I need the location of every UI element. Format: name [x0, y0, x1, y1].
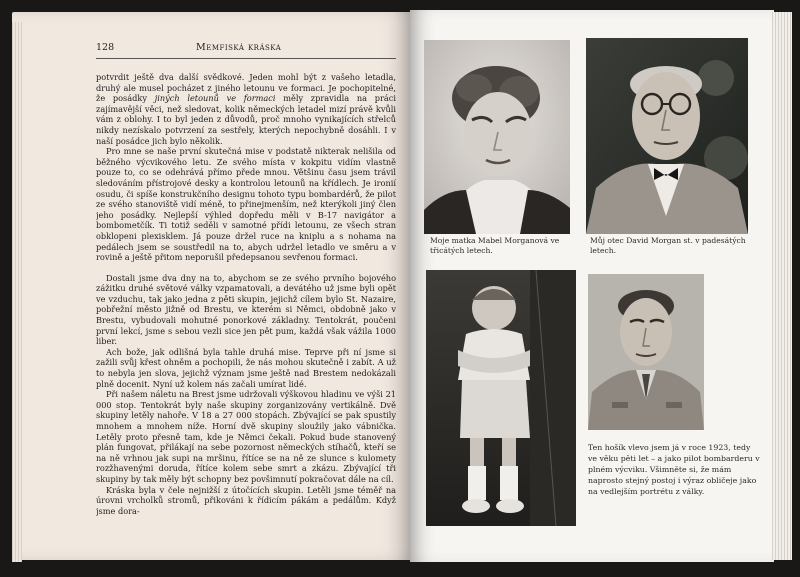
- open-book: [4, 6, 796, 572]
- caption-young-man: Ten hošík vlevo jsem já v roce 1923, tedy ve věku pěti let – a jako pilot bombarderu v plném výcviku. Všimněte si, že mám naprosto stejný postoj i výraz obličeje jako na vedlejším portrétu z války.: [588, 443, 760, 496]
- photo-pilot-uniform: [588, 274, 704, 430]
- right-page: [410, 10, 774, 562]
- running-title: Memfiská kráska: [196, 42, 282, 53]
- paragraph-3: Dostali jsme dva dny na to, abychom se ze svého prvního bojového zážitku druhé světové války vzpamatovali, a devátého už jsme byli opět ve vzduchu, tak jako jedna z pěti skupin, jejichž cílem bylo St. Nazaire, pobřežní město jižně od Brestu, ve kterém si Němci, obdobně jako v Brestu, vybudovali mohutné ponorkové základny. Tentokrát, poučeni první lekcí, jsme s sebou vezli sice jen pět pum, každá však vážila 1000 liber.: [96, 272, 396, 347]
- photo-father-portrait: [586, 38, 748, 234]
- paragraph-6: Kráska byla v čele nejnižší z útočících skupin. Letěli jsme téměř na úrovni vrcholků stromů, přikováni k řídicím pákám a pedálům. Když jsme dora-: [96, 484, 396, 516]
- header-rule: [96, 58, 396, 59]
- left-page: [12, 12, 412, 560]
- paragraph-5: Při našem náletu na Brest jsme udržovali výškovou hladinu ve výši 21 000 stop. Tentokrát byly naše skupiny zorganizovány vertikálně. Dvě skupiny letěly nahoře. V 18 a 27 000 stopách. Zbývající se pak spustily mnohem a mnohem níže. Horní dvě skupiny sloužily jako vábnička. Letěly proto přesně tam, kde je Němci čekali. Pokud bude stanovený plán fungovat, přilákají na sebe pozornost německých stíhačů, kteří se na ně vrhnou jak supi na mršinu, řítíce se na ně ze slunce s kulomety rozžhavenými doruda, řítíce kolem sebe smrt a zkázu. Zbývající tři skupiny by tak měly být schopny bez povšimnutí pokračovat dále na cíl.: [96, 389, 396, 484]
- photo-mother-portrait: [424, 40, 570, 234]
- page-number: 128: [96, 42, 115, 53]
- paragraph-4: Ach bože, jak odlišná byla tahle druhá mise. Teprve při ní jsme si zažili svůj křest ohněm a pochopili, že nás mohou skutečně i zabít. A už to nebyla jen slova, jejichž význam jsme ještě nad Brestem nedokázali plně docenit. Nyní už kolem nás začali umírat lidé.: [96, 346, 396, 389]
- paragraph-1: potvrdit ještě dva další svědkové. Jeden mohl být z vašeho letadla, druhý ale musel pocházet z jiného letounu ve formaci. Je pochopitelné, že posádky jiných letounů ve formaci měly zpravidla na práci zajímavější věci, než sledovat, kolik německých letadel mizí právě kvůli vám z oblohy. I to byl jeden z důvodů, proč mnoho vynikajících střelců nikdy nezískalo potvrzení za sestřely, kterých nepochybně dosáhli. I v naší posádce jich bylo několik.: [96, 72, 396, 146]
- paragraph-2: Pro mne se naše první skutečná mise v podstatě nikterak nelišila od běžného výcvikového letu. Ze svého místa v kokpitu vidím vlastně pouze to, co se odehrává přímo přede mnou. Většinu času jsem trávil sledováním přístrojové desky a kontrolou letounů na křídlech. Je ironií osudu, či spíše konstrukčního designu tohoto typu bombardérů, že pilot ze svého stanoviště vidí méně, to přinejmenším, než kterýkoli jiný člen jeho posádky. Nejlepší výhled dopředu měli v B-17 navigátor a bombometčík. Ti totiž seděli v samotné přídi letounu, ze všech stran obklopeni plexisklem. Já pouze držel ruce na kniplu a s nohama na pedálech jsem se soustředil na to, abych udržel letadlo ve směru a v rovině a ještě přitom neporušil předepsanou sevřenou formaci.: [96, 146, 396, 263]
- running-head: [96, 42, 396, 56]
- photo-child: [426, 270, 576, 526]
- left-page-edge: [12, 22, 22, 562]
- caption-mother: Moje matka Mabel Morganová ve třicátých letech.: [430, 236, 560, 255]
- body-text: [96, 72, 396, 552]
- right-page-edge: [772, 12, 792, 560]
- caption-father: Můj otec David Morgan st. v padesátých letech.: [590, 236, 746, 255]
